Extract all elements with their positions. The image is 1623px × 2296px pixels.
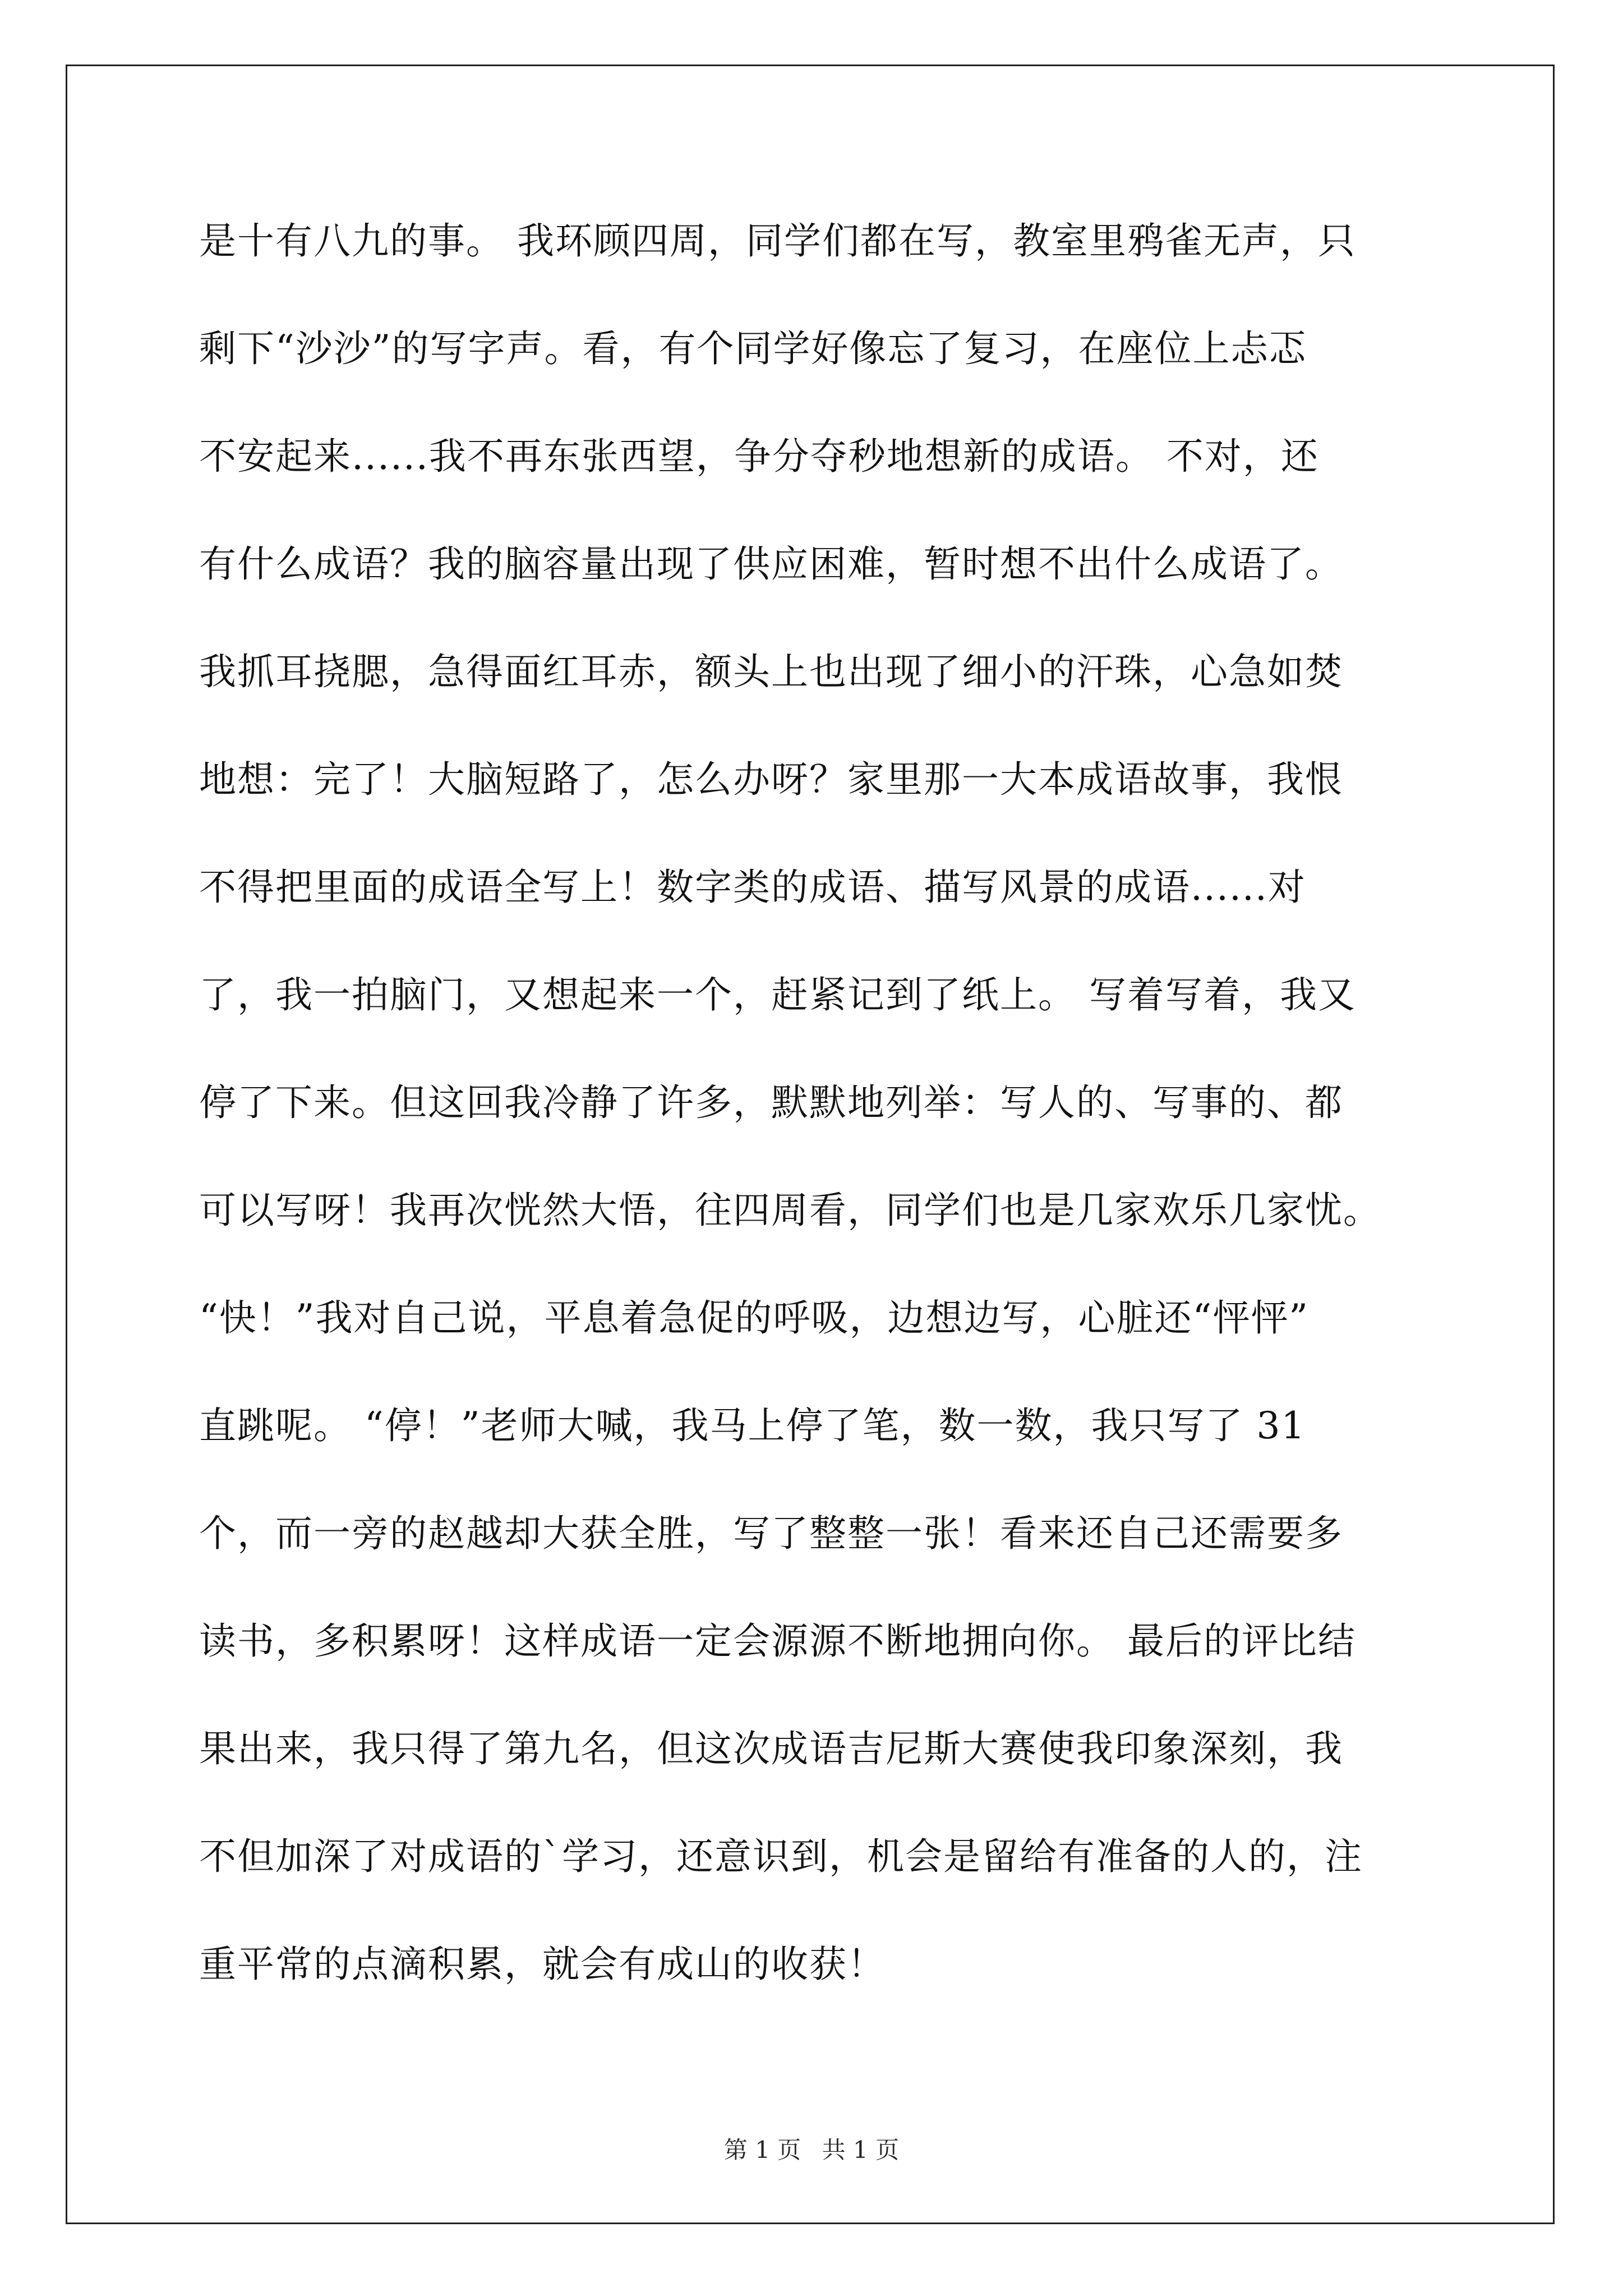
text-line: 直跳呢。 “停！”老师大喊，我马上停了笔，数一数，我只写了 31 (199, 1404, 1306, 1447)
text-line: 果出来，我只得了第九名，但这次成语吉尼斯大赛使我印象深刻，我 (199, 1727, 1343, 1770)
text-line: 可以写呀！我再次恍然大悟，往四周看，同学们也是几家欢乐几家忧。 (199, 1189, 1381, 1232)
text-line: 地想：完了！大脑短路了，怎么办呀？家里那一大本成语故事，我恨 (199, 758, 1343, 801)
text-line: 不但加深了对成语的`学习，还意识到，机会是留给有准备的人的，注 (199, 1835, 1363, 1878)
page-number: 第 1 页 (723, 2136, 801, 2164)
text-line: 我抓耳挠腮，急得面红耳赤，额头上也出现了细小的汗珠，心急如焚 (199, 650, 1343, 693)
text-line: 重平常的点滴积累，就会有成山的收获！ (199, 1943, 886, 1986)
text-line: “快！”我对自己说，平息着急促的呼吸，边想边写，心脏还“怦怦” (199, 1296, 1309, 1340)
text-line: 是十有八九的事。 我环顾四周，同学们都在写，教室里鸦雀无声，只 (199, 219, 1356, 263)
text-line: 有什么成语？我的脑容量出现了供应困难，暂时想不出什么成语了。 (199, 542, 1343, 586)
page-border (66, 65, 1555, 2224)
text-line: 不安起来......我不再东张西望，争分夺秒地想新的成语。 不对，还 (199, 435, 1319, 478)
text-line: 停了下来。但这回我冷静了许多，默默地列举：写人的、写事的、都 (199, 1081, 1343, 1124)
text-line: 不得把里面的成语全写上！数字类的成语、描写风景的成语......对 (199, 866, 1306, 909)
text-line: 读书，多积累呀！这样成语一定会源源不断地拥向你。 最后的评比结 (199, 1619, 1356, 1663)
page-footer (0, 2132, 1623, 2165)
text-line: 了，我一拍脑门，又想起来一个，赶紧记到了纸上。 写着写着，我又 (199, 973, 1356, 1016)
text-line: 剩下“沙沙”的写字声。看，有个同学好像忘了复习，在座位上忐忑 (199, 327, 1307, 370)
page-total: 共 1 页 (822, 2136, 900, 2164)
text-line: 个，而一旁的赵越却大获全胜，写了整整一张！看来还自己还需要多 (199, 1512, 1343, 1555)
